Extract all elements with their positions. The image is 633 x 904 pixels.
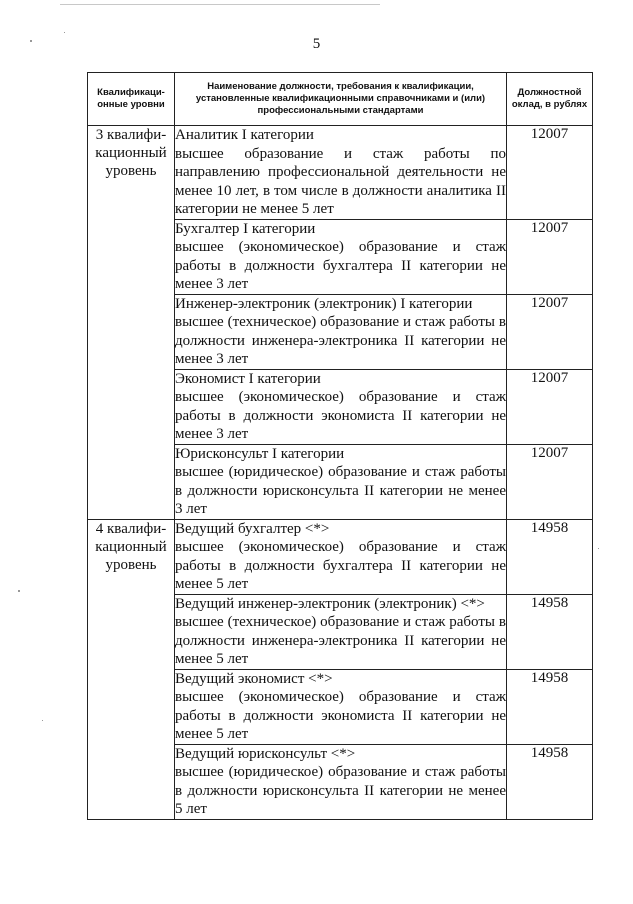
position-title: Бухгалтер I категории bbox=[175, 220, 316, 237]
position-cell bbox=[175, 444, 507, 519]
position-title: Аналитик I категории bbox=[175, 127, 314, 143]
position-requirements: высшее образование и стаж работы по направлению профессиональной деятельности не менее 10 лет, в том числе в должности аналитика II категории не менее 5 лет bbox=[175, 145, 506, 217]
qualification-level-cell: 4 квалифи-кационный уровень bbox=[88, 519, 175, 819]
position-title: Экономист I категории bbox=[175, 370, 321, 387]
table-row bbox=[88, 519, 593, 594]
position-title: Ведущий инженер-электроник (электроник) <*> bbox=[175, 595, 485, 612]
salary-cell: 12007 bbox=[507, 369, 593, 444]
position-requirements: высшее (экономическое) образование и стаж работы в должности бухгалтера II категории не менее 3 лет bbox=[175, 239, 506, 292]
salary-cell: 14958 bbox=[507, 594, 593, 669]
scan-speck bbox=[30, 40, 32, 42]
position-title: Ведущий юрисконсульт <*> bbox=[175, 745, 356, 762]
scan-speck bbox=[598, 548, 599, 549]
position-title: Ведущий экономист <*> bbox=[175, 670, 333, 687]
scan-speck bbox=[42, 720, 43, 721]
scan-speck bbox=[18, 590, 20, 592]
salary-cell: 12007 bbox=[507, 294, 593, 369]
position-cell bbox=[175, 594, 507, 669]
header-position-requirements: Наименование должности, требования к квалификации, установленные квалификационными справочниками и (или) профессиональными стандартами bbox=[175, 73, 507, 126]
table-header-row bbox=[88, 73, 593, 126]
salary-table bbox=[87, 72, 593, 820]
position-cell bbox=[175, 744, 507, 819]
position-requirements: высшее (техническое) образование и стаж работы в должности инженера-электроника II категории не менее 5 лет bbox=[175, 614, 506, 667]
position-title: Инженер-электроник (электроник) I категории bbox=[175, 295, 473, 312]
scan-speck bbox=[64, 32, 65, 33]
header-salary: Должностной оклад, в рублях bbox=[507, 73, 593, 126]
position-title: Юрисконсульт I категории bbox=[175, 445, 345, 462]
salary-cell: 14958 bbox=[507, 744, 593, 819]
position-title: Ведущий бухгалтер <*> bbox=[175, 520, 330, 537]
salary-cell: 14958 bbox=[507, 669, 593, 744]
position-cell bbox=[175, 126, 507, 220]
position-requirements: высшее (техническое) образование и стаж работы в должности инженера-электроника II категории не менее 3 лет bbox=[175, 314, 506, 367]
scan-edge-line bbox=[60, 4, 380, 5]
salary-cell: 12007 bbox=[507, 219, 593, 294]
position-requirements: высшее (экономическое) образование и стаж работы в должности бухгалтера II категории не менее 5 лет bbox=[175, 539, 506, 592]
position-cell bbox=[175, 294, 507, 369]
salary-cell: 12007 bbox=[507, 126, 593, 220]
position-cell bbox=[175, 219, 507, 294]
header-qualification-levels: Квалификаци-онные уровни bbox=[88, 73, 175, 126]
table-row bbox=[88, 126, 593, 220]
position-cell bbox=[175, 369, 507, 444]
salary-cell: 12007 bbox=[507, 444, 593, 519]
position-requirements: высшее (экономическое) образование и стаж работы в должности экономиста II категории не менее 5 лет bbox=[175, 689, 506, 742]
salary-cell: 14958 bbox=[507, 519, 593, 594]
position-requirements: высшее (юридическое) образование и стаж работы в должности юрисконсульта II категории не менее 5 лет bbox=[175, 764, 506, 817]
qualification-level-cell: 3 квалифи-кационный уровень bbox=[88, 126, 175, 520]
position-requirements: высшее (экономическое) образование и стаж работы в должности экономиста II категории не менее 3 лет bbox=[175, 389, 506, 442]
page-number: 5 bbox=[312, 36, 321, 52]
position-requirements: высшее (юридическое) образование и стаж работы в должности юрисконсульта II категории не менее 3 лет bbox=[175, 464, 506, 517]
position-cell bbox=[175, 669, 507, 744]
position-cell bbox=[175, 519, 507, 594]
